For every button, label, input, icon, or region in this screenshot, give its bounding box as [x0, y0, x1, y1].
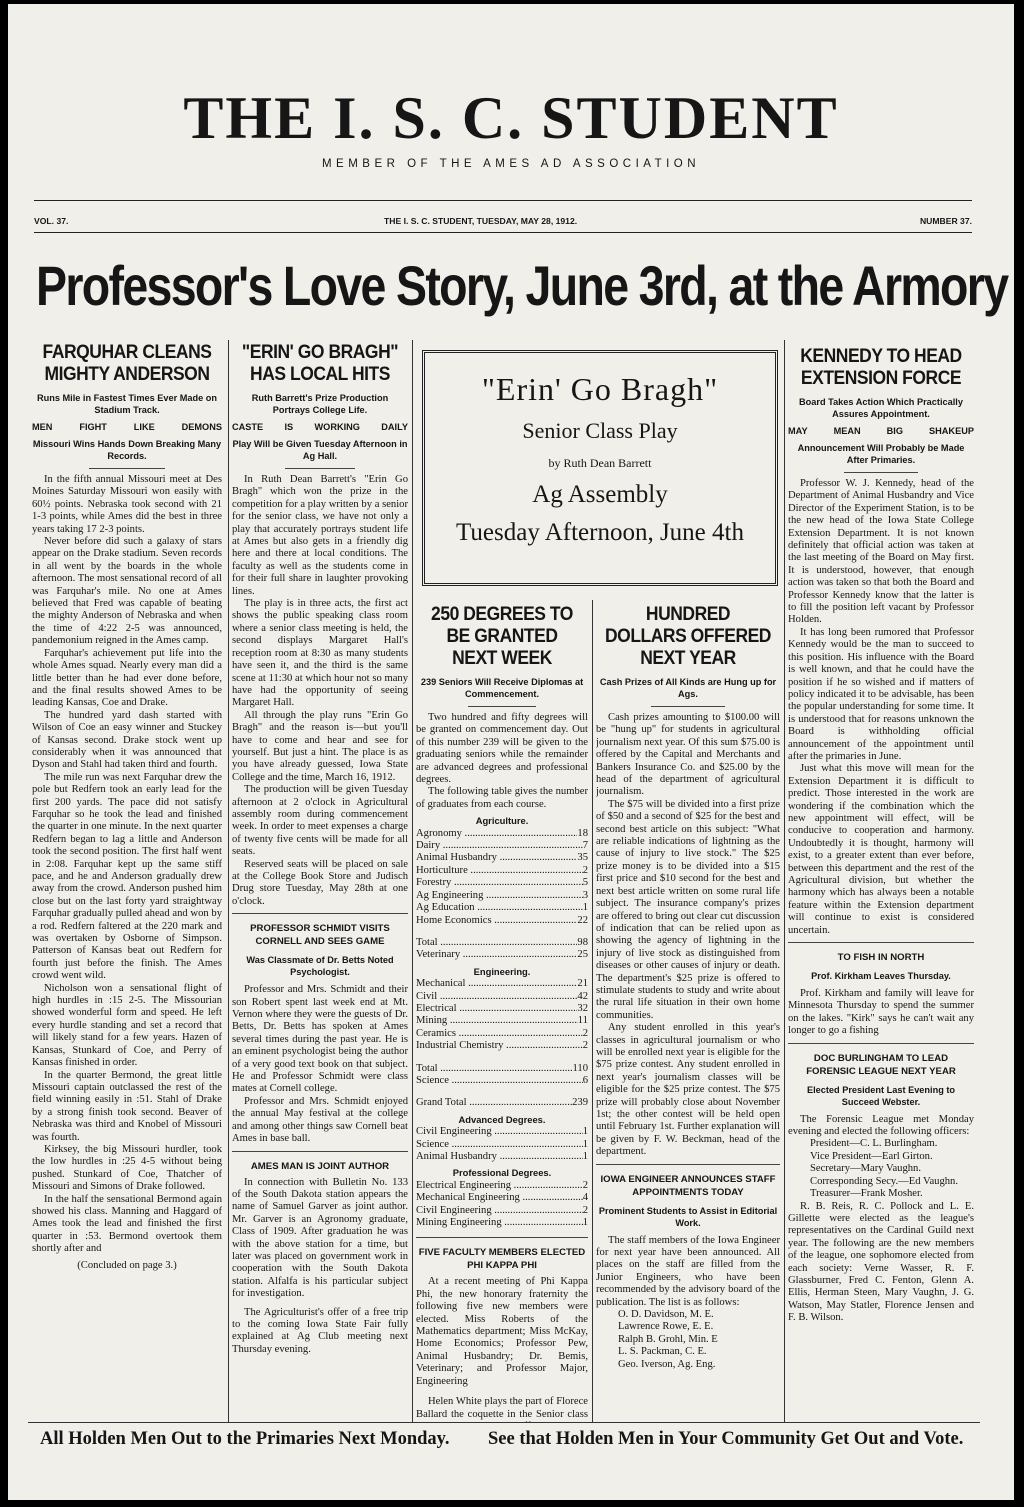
dek-word: SHAKEUP	[929, 426, 974, 436]
article-paragraph: R. B. Reis, R. C. Pollock and L. E. Gillette were elected as the league's representatives on the Cardinal Guild next year. The following are the new members of the league, one sophomore elected from each society: Verne Wasser, R. F. Glassburner, Fred C. Fenton, Glenn A. Ellis, Herman Steen, Mary Vaughn, J. G. Watson, May Statler, Florence Jensen and F. B. Wilson.	[788, 1200, 974, 1324]
dek-farquhar-2	[32, 422, 222, 432]
article-paragraph: The production will be given Tuesday afternoon at 2 o'clock in Agricultural assembly room during commencement week. In order to meet expenses a charge of twenty five cents will be made for all seats.	[232, 784, 408, 858]
article-paragraph: All through the play runs "Erin Go Bragh" and the reason is—but you'll have to come and hear and see for yourself. But just a hint. The place is as you have already guessed, Iowa State College and the time, March 16, 1912.	[232, 709, 408, 783]
issue-number: NUMBER 37.	[919, 216, 972, 226]
headline-forensic: DOC BURLINGHAM TO LEAD FORENSIC LEAGUE NEXT YEAR	[806, 1052, 956, 1077]
table-row: Ag Engineering ..... 3	[416, 890, 588, 902]
table-row: Mining ..... 11	[416, 1015, 588, 1027]
article-paragraph: Two hundred and fifty degrees will be granted on commencement day. Out of this number 239 will be given to the graduating seniors while the remainder are advanced degrees and professional degrees.	[416, 712, 588, 786]
article-paragraph: Kirksey, the big Missouri hurdler, took the low hurdles in :25 4-5 without being pushed. Stunkard of Coe, Thatcher of Missouri and Simons of Drake followed.	[32, 1143, 222, 1193]
table-row: Mining Engineering ..... 1	[416, 1217, 588, 1229]
masthead-subtitle: MEMBER OF THE AMES AD ASSOCIATION	[321, 158, 701, 170]
dek-degrees: 239 Seniors Will Receive Diplomas at Commencement.	[420, 677, 584, 699]
box-time: Tuesday Afternoon, June 4th	[456, 519, 744, 546]
article-paragraph: In the quarter Bermond, the great little Missouri captain outclassed the rest of the field winning easily in :51. Stahl of Drake by a strong finish took second. Beaver of Nebraska was third and Knobel of Missouri was fourth.	[32, 1069, 222, 1143]
article-paragraph: Prof. Kirkham and family will leave for Minnesota Thursday to spend the summer on the lakes. "Kirk" says he can't wait any longer to go a fishing	[788, 988, 974, 1037]
headline-degrees: 250 DEGREES TO BE GRANTED NEXT WEEK	[431, 604, 573, 669]
table-row: Dairy ..... 7	[416, 840, 588, 852]
box-subtitle: Senior Class Play	[522, 418, 678, 443]
headline-phi-kappa-phi: FIVE FACULTY MEMBERS ELECTED PHI KAPPA PHI	[418, 1247, 586, 1272]
column-3-degrees	[416, 604, 588, 1422]
article-paragraph: Professor W. J. Kennedy, head of the Department of Animal Husbandry and Vice Director of the Experiment Station, is to be the new head of the Iowa State College Extension Department. It is not known definitely that official action was taken at the last meeting of the Board on May first. It is understood, however, that enough action was taken so that both the Board and Professor Kennedy know that the latter is to fill the position left vacant by Professor Holden.	[788, 478, 974, 626]
masthead-rule-bottom	[34, 232, 972, 233]
column-4-prizes	[596, 604, 780, 1422]
table-row: Industrial Chemistry ..... 2	[416, 1040, 588, 1052]
headline-schmidt: PROFESSOR SCHMIDT VISITS CORNELL AND SEES GAME	[250, 923, 390, 948]
separator	[788, 1043, 974, 1044]
table-row: Civil Engineering ..... 1	[416, 1126, 588, 1138]
article-paragraph: The following table gives the number of graduates from each course.	[416, 786, 588, 810]
column-2-erin	[232, 342, 408, 1422]
article-paragraph: At a recent meeting of Phi Kappa Phi, the new honorary fraternity the following five new members were elected. Miss Roberts of the Mathematics department; Miss McKay, Home Economics; Professor Pew, Animal Husbandry; Dr. Bemis, Veterinary; and Professor Major, Engineering	[416, 1276, 588, 1387]
table-category: Engineering.	[473, 965, 531, 977]
dek-word: MEAN	[833, 426, 861, 436]
list-item: Ralph B. Grohl, Min. E	[618, 1333, 718, 1345]
table-row: Ceramics ..... 2	[416, 1028, 588, 1040]
list-item: Secretary—Mary Vaughn.	[810, 1163, 922, 1175]
graduates-table	[416, 815, 588, 1229]
separator	[651, 706, 725, 707]
article-paragraph: Professor and Mrs. Schmidt and their son Robert spent last week end at Mt. Vernon where they were the guests of Dr. Betts, Dr. Betts has spoken at Ames several times during the past year. He is an eminent psychologist being the author of a very good text book on that subject. He and Professor Schmidt were class mates at Cornell college.	[232, 984, 408, 1095]
dek-word: IS	[284, 422, 294, 432]
table-grand-total-row: Grand Total ..... 239	[416, 1097, 588, 1109]
separator	[89, 468, 165, 469]
dek-forensic: Elected President Last Evening to Succeed Webster.	[806, 1084, 956, 1107]
dek-kennedy-3: Announcement Will Probably be Made After Primaries.	[797, 443, 965, 465]
dek-word: DAILY	[381, 422, 408, 432]
article-paragraph: It has long been rumored that Professor Kennedy would be the man to succeed to this position. His influence with the Board is well known, and that he could have the position if he so wished and if matters of policy indicated it to be advisable, has been the popular understanding for some time. It is understood that for reasons unknown the Board is withholding official announcement of the appointment until after the primaries in June.	[788, 626, 974, 762]
dek-word: DEMONS	[181, 422, 222, 432]
headline-fish-north: TO FISH IN NORTH	[837, 952, 925, 964]
table-row: Science ..... 6	[416, 1075, 588, 1087]
dek-word: FIGHT	[79, 422, 107, 432]
table-category: Professional Degrees.	[452, 1167, 552, 1179]
table-row: Animal Husbandry ..... 35	[416, 852, 588, 864]
dek-farquhar-1: Runs Mile in Fastest Times Ever Made on Stadium Track.	[36, 393, 218, 415]
article-paragraph: In connection with Bulletin No. 133 of the South Dakota station appears the name of Samuel Garver as joint author. Mr. Garver is an Agronomy graduate, Class of 1909. After graduation he was with the above station for a time, but later was placed on government work in cooperation with the South Dakota station. Alfalfa is his particular subject for investigation.	[232, 1176, 408, 1300]
table-row: Civil Engineering ..... 2	[416, 1205, 588, 1217]
table-row: Agronomy ..... 18	[416, 828, 588, 840]
list-item: Treasurer—Frank Mosher.	[810, 1188, 923, 1200]
dateline-bar	[34, 208, 972, 230]
dek-farquhar-3: Missouri Wins Hands Down Breaking Many Records.	[32, 439, 222, 461]
dek-fish-north: Prof. Kirkham Leaves Thursday.	[811, 971, 951, 982]
list-item: Corresponding Secy.—Ed Vaughn.	[810, 1175, 959, 1187]
table-row: Mechanical ..... 21	[416, 978, 588, 990]
headline-iowa-engineer: IOWA ENGINEER ANNOUNCES STAFF APPOINTMENTS TODAY	[600, 1173, 776, 1198]
article-paragraph: In the half the sensational Bermond again showed his class. Manning and Haggard of Ames took the lead and finished the first quarter in :53. Bermond overtook them shortly after and	[32, 1193, 222, 1255]
article-paragraph: Nicholson won a sensational flight of high hurdles in :15 2-5. The Missourian showed wonderful form and speed. He left every hurdle standing and set a record that will likely stand for a few years. Hazen of Kansas, Stunkard of Coe, and Perry of Kansas finished in order.	[32, 982, 222, 1069]
article-paragraph: Any student enrolled in this year's classes in agricultural journalism or who will be enrolled next year is eligible for the $75 prize contest. Any student enrolled in next year's journalism classes will be eligible for the $25 prize contest. The $75 prize will probably close about November 1st; the other contest will be held open until February 1st. Further explanation will be given by F. W. Beckman, head of the department.	[596, 1022, 780, 1158]
article-paragraph: Farquhar's achievement put life into the whole Ames squad. Nearly every man did a little better than he had ever done before, and the final results showed Ames to be leading Kansas, Coe and Drake.	[32, 647, 222, 709]
banner-headline: Professor's Love Story, June 3rd, at the Armory	[36, 254, 1008, 317]
table-category: Agriculture.	[475, 815, 529, 827]
table-row: Forestry ..... 5	[416, 877, 588, 889]
column-1-farquhar	[32, 342, 222, 1422]
dek-word: WORKING	[314, 422, 360, 432]
table-row: Animal Husbandry ..... 1	[416, 1151, 588, 1163]
dek-iowa-engineer: Prominent Students to Assist in Editorial Work.	[598, 1205, 778, 1228]
article-paragraph: In the fifth annual Missouri meet at Des Moines Saturday Missouri won easily with 60½ points. Nebraska took second with 21 1-3 points, while Ames did the best in three years taking 17 2-3 points.	[32, 474, 222, 535]
dek-erin-1: Ruth Barrett's Prize Production Portrays College Life.	[251, 393, 389, 415]
volume-label: VOL. 37.	[34, 216, 69, 226]
dateline-text: THE I. S. C. STUDENT, TUESDAY, MAY 28, 1912.	[384, 216, 578, 226]
footer-slogan-right: See that Holden Men in Your Community Get Out and Vote.	[488, 1429, 964, 1449]
article-paragraph: The Forensic League met Monday evening and elected the following officers:	[788, 1113, 974, 1138]
dek-erin-3: Play Will be Given Tuesday Afternoon in Ag Hall.	[232, 439, 408, 461]
article-paragraph: The play is in three acts, the first act shows the public speaking class room where a senior class meeting is held, the second displays Margaret Hall's reception room at 8:30 as many students have seen it, and the third is the same scene at 11:30 at which hour not so many have had the opportunity of seeing Margaret Hall.	[232, 598, 408, 709]
article-paragraph: The mile run was next Farquhar drew the pole but Redfern took an early lead for the first 200 yards. The pace did not satisfy Farquhar so he took the lead and finished the quarter in one minute. In the next quarter Redfern began to lag a little and Anderson took the second position. The first half went in 2:08. Farquhar kept up the same stiff pace, and he and Anderson gradually drew away from the crowd. Anderson pushed him close but on the last forty yard straightway Farquhar gradually pulled ahead and won by a rod. Redfern faltered at the 220 mark and was overtaken by Osborne of Simpson. Patterson of Kansas beat out Redfern for fourth just before the finish. The Ames crowd went wild.	[32, 771, 222, 982]
table-row: Civil ..... 42	[416, 991, 588, 1003]
separator	[416, 1237, 588, 1238]
headline-erin: "ERIN' GO BRAGH" HAS LOCAL HITS	[241, 342, 399, 385]
headline-kennedy: KENNEDY TO HEAD EXTENSION FORCE	[800, 346, 962, 389]
list-item: Vice President—Earl Girton.	[810, 1150, 933, 1162]
masthead-title: THE I. S. C. STUDENT	[183, 85, 839, 151]
list-item: O. D. Davidson, M. E.	[618, 1309, 714, 1321]
dek-word: MEN	[32, 422, 53, 432]
article-paragraph: Just what this move will mean for the Extension Department it is difficult to predict. Those interested in the work are wondering if the combination which the new appointment will effect, will be conducive to cooperation and harmony. Undoubtedly it is thought, harmony will exist, to a greater extent than ever before, between this department and the rest of the Agricultural division, but whether the harmony which has always been a notable feature within the Extension department will continue to exist is considered uncertain.	[788, 763, 974, 936]
separator	[468, 706, 537, 707]
article-paragraph: Helen White plays the part of Florece Ballard the coquette in the Senior class	[416, 1396, 588, 1420]
continued-note: (Concluded on page 3.)	[77, 1259, 177, 1271]
box-venue: Ag Assembly	[532, 481, 668, 508]
column-rule	[228, 340, 229, 1422]
dek-word: BIG	[886, 426, 904, 436]
list-item: Geo. Iverson, Ag. Eng.	[618, 1358, 716, 1370]
separator	[232, 1151, 408, 1152]
table-category: Advanced Degrees.	[458, 1113, 546, 1125]
headline-joint-author: AMES MAN IS JOINT AUTHOR	[250, 1160, 390, 1172]
play-announcement-box	[422, 350, 778, 586]
dek-erin-2	[232, 422, 408, 432]
dek-kennedy-2	[788, 426, 974, 436]
list-item: President—C. L. Burlingham.	[810, 1138, 938, 1150]
column-rule	[784, 340, 785, 1422]
separator	[788, 942, 974, 943]
table-total-row: Total ..... 110	[416, 1063, 588, 1075]
box-title: "Erin' Go Bragh"	[481, 371, 719, 407]
column-rule	[592, 600, 593, 1422]
separator	[232, 913, 408, 914]
table-total-row: Total ..... 98	[416, 937, 588, 949]
dek-schmidt: Was Classmate of Dr. Betts Noted Psychologist.	[246, 955, 394, 978]
table-row: Electrical Engineering ..... 2	[416, 1180, 588, 1192]
article-paragraph: The $75 will be divided into a first prize of $50 and a second of $25 for the best and second best article on this subject: "What are reliable indications of lightning as the cause of injury to live stock." The $25 prize money is to be divided into a $15 first price and $10 second for the best and next best article written on some rural life subject. The insurance company's prizes are offered to bring out clear cut discussion of indication that can be relied upon as showing the agency of lightning in the injury of live stock as distinguished from diseases or other causes of injury or death. The department's $25 prize is offered to stimulate students to study and write about the rural life situation in their own home communities.	[596, 798, 780, 1021]
article-paragraph: Never before did such a galaxy of stars appear on the Drake stadium. Seven records in all went by the boards in the whole afternoon. The most sensational record of all was Farquhar's mile. No one at Ames believed that Fred was capable of beating the mighty Anderson of Nebraska and when the time of 4:22 2-5 was announced, pandemonium reigned in the Ames camp.	[32, 536, 222, 647]
separator	[596, 1164, 780, 1165]
article-paragraph: Cash prizes amounting to $100.00 will be "hung up" for students in agricultural journalism next year. Of this sum $75.00 is offered by the Capital and Merchants and Bankers Insurance Co. and $25.00 by the head of the department of agricultural journalism.	[596, 712, 780, 798]
table-row: Horticulture ..... 2	[416, 865, 588, 877]
table-row: Electrical ..... 32	[416, 1003, 588, 1015]
table-row: Home Economics ..... 22	[416, 915, 588, 927]
officers-list	[788, 1138, 974, 1200]
staff-list	[596, 1309, 780, 1371]
list-item: L. S. Packman, C. E.	[618, 1346, 707, 1358]
footer-rule	[28, 1422, 980, 1423]
article-paragraph: Reserved seats will be placed on sale at the College Book Store and Judisch Drug store Tuesday, May 28th at one o'clock.	[232, 858, 408, 907]
masthead	[8, 86, 1014, 170]
newspaper-page	[8, 4, 1014, 1500]
list-item: Lawrence Rowe, E. E.	[618, 1321, 714, 1333]
box-author: by Ruth Dean Barrett	[548, 456, 652, 470]
dek-word: CASTE	[232, 422, 264, 432]
headline-prizes: HUNDRED DOLLARS OFFERED NEXT YEAR	[605, 604, 771, 669]
column-rule	[412, 340, 413, 1422]
headline-farquhar: FARQUHAR CLEANS MIGHTY ANDERSON	[42, 342, 212, 385]
footer-slogan-left: All Holden Men Out to the Primaries Next Monday.	[40, 1429, 450, 1449]
dek-prizes: Cash Prizes of All Kinds are Hung up for Ags.	[599, 677, 777, 699]
table-row: Veterinary ..... 25	[416, 949, 588, 961]
table-row: Ag Education ..... 1	[416, 902, 588, 914]
article-paragraph: The staff members of the Iowa Engineer for next year have been announced. All places on the staff are filled from the Junior Engineers, who have been recommended by the advisory board of the publication. The list is as follows:	[596, 1234, 780, 1308]
table-row: Science ..... 1	[416, 1139, 588, 1151]
dek-word: MAY	[788, 426, 808, 436]
table-row: Mechanical Engineering ..... 4	[416, 1192, 588, 1204]
article-paragraph: Professor and Mrs. Schmidt enjoyed the annual May festival at the college and among other things saw Cornell beat Ames in base ball.	[232, 1095, 408, 1145]
article-paragraph: In Ruth Dean Barrett's "Erin Go Bragh" which won the prize in the competition for a play written by a senior for the senior class, we have not only a play that accurately portrays student life at Ames but also gets in a friendly dig here and there at local conditions. The faculty as well as the students come in for their full share in laughter provoking lines.	[232, 474, 408, 597]
column-5-kennedy	[788, 346, 974, 1422]
masthead-rule-top	[34, 200, 972, 201]
article-paragraph: The Agriculturist's offer of a free trip to the coming Iowa State Fair fully explained at Ag Club meeting next Thursday evening.	[232, 1306, 408, 1355]
article-paragraph: The hundred yard dash started with Wilson of Coe an easy winner and Stuckey of Kansas second. Drake stock went up considerably when it was announced that Dyson and Stahl had taken third and fourth.	[32, 709, 222, 771]
separator	[844, 472, 918, 473]
dek-kennedy-1: Board Takes Action Which Practically Assures Appointment.	[799, 397, 963, 419]
separator	[285, 468, 355, 469]
dek-word: LIKE	[133, 422, 155, 432]
